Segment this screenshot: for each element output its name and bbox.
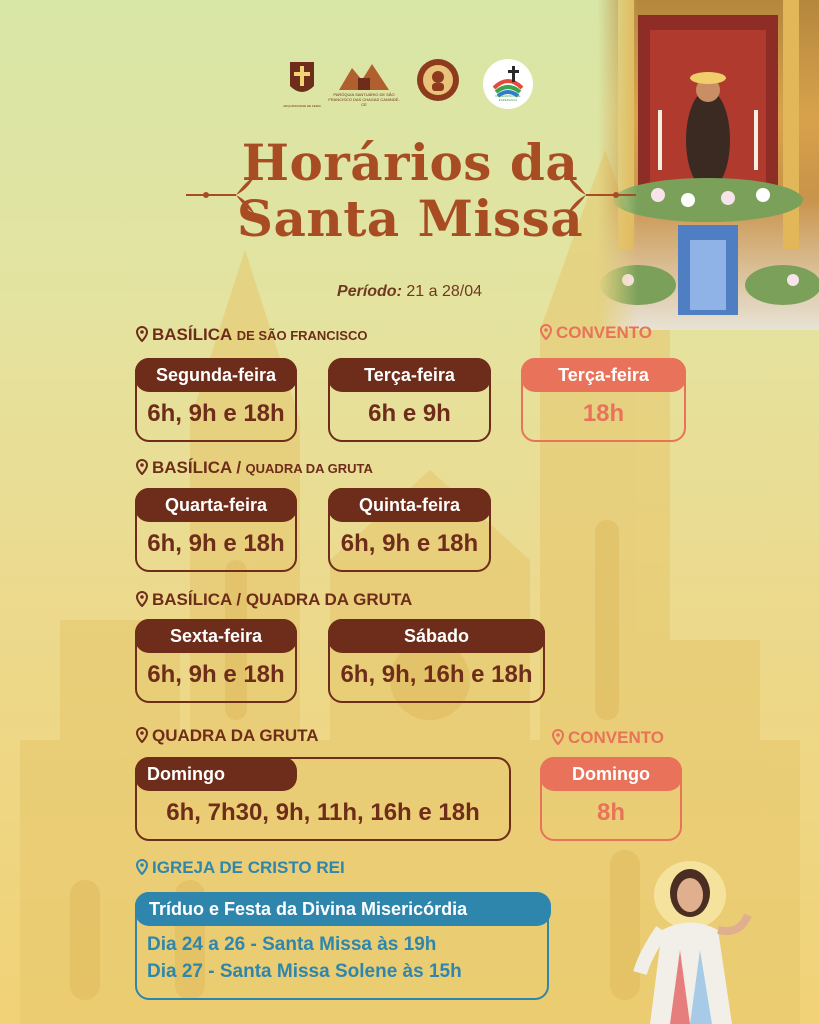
mass-times: 6h, 9h e 18h xyxy=(147,530,285,557)
section-label-big: BASÍLICA xyxy=(152,325,233,344)
section-quadra-da-gruta xyxy=(136,726,319,746)
schedule-box-segunda xyxy=(135,358,297,442)
mass-times: 18h xyxy=(582,400,625,427)
section-basilica-sao-francisco xyxy=(136,325,367,345)
section-igreja-cristo-rei xyxy=(136,858,345,878)
section-label: QUADRA DA GRUTA xyxy=(152,726,319,745)
schedule-box-terca xyxy=(328,358,491,442)
section-convento-2 xyxy=(552,728,664,748)
event-line-1: Dia 24 a 26 - Santa Missa às 19h xyxy=(147,934,437,955)
schedule-box-quarta xyxy=(135,488,297,572)
section-convento-1 xyxy=(540,323,652,343)
logos-row xyxy=(282,58,542,118)
location-pin-icon xyxy=(136,459,148,475)
mass-times: 6h, 9h e 18h xyxy=(340,530,479,557)
day-tab: Terça-feira xyxy=(521,358,686,392)
title-line-1: Horários da xyxy=(241,133,579,192)
day-tab: Quarta-feira xyxy=(135,488,297,522)
section-label: BASÍLICA / QUADRA DA GRUTA xyxy=(152,590,413,609)
day-tab: Sábado xyxy=(328,619,545,653)
cristo-rei-box xyxy=(135,892,549,1000)
section-label: CONVENTO xyxy=(568,728,665,747)
section-basilica-quadra-1 xyxy=(136,458,373,478)
page-title xyxy=(190,135,630,247)
location-pin-icon xyxy=(136,727,148,743)
mass-times: 6h, 9h, 16h e 18h xyxy=(340,661,533,688)
divine-mercy-image xyxy=(610,855,770,1024)
schedule-box-quinta xyxy=(328,488,491,572)
jubilee-logo xyxy=(482,58,534,114)
schedule-box-sabado xyxy=(328,619,545,703)
day-tab: Segunda-feira xyxy=(135,358,297,392)
location-pin-icon xyxy=(540,324,552,340)
altar-photo xyxy=(598,0,819,330)
section-label-small: DE SÃO FRANCISCO xyxy=(236,328,368,343)
mass-times: 6h, 9h e 18h xyxy=(147,400,285,427)
day-tab: Domingo xyxy=(540,757,682,791)
schedule-box-terca-convento xyxy=(521,358,686,442)
round-seal-logo xyxy=(416,58,460,106)
schedule-box-domingo xyxy=(135,757,511,841)
location-pin-icon xyxy=(136,591,148,607)
mass-times: 6h e 9h xyxy=(368,400,451,427)
day-tab: Terça-feira xyxy=(328,358,491,392)
title-line-2: Santa Missa xyxy=(236,189,584,248)
schedule-box-domingo-convento xyxy=(540,757,682,841)
day-tab: Domingo xyxy=(135,757,297,791)
periodo-label: Período: xyxy=(337,283,402,300)
parish-church-logo xyxy=(328,58,400,107)
event-heading: Tríduo e Festa da Divina Misericórdia xyxy=(135,892,551,926)
periodo-text xyxy=(0,283,819,301)
jubilee-logo-caption: PEREGRINOS DE ESPERANÇA xyxy=(495,94,521,102)
event-line-2: Dia 27 - Santa Missa Solene às 15h xyxy=(147,961,462,982)
location-pin-icon xyxy=(136,859,148,875)
location-pin-icon xyxy=(552,729,564,745)
section-label: CONVENTO xyxy=(556,323,653,342)
section-label-big: BASÍLICA / xyxy=(152,458,242,477)
section-label: IGREJA DE CRISTO REI xyxy=(152,858,345,877)
periodo-value: 21 a 28/04 xyxy=(406,283,482,300)
location-pin-icon xyxy=(136,326,148,342)
day-tab: Quinta-feira xyxy=(328,488,491,522)
mass-times: 8h xyxy=(596,799,625,826)
section-label-small: QUADRA DA GRUTA xyxy=(245,461,373,476)
day-tab: Sexta-feira xyxy=(135,619,297,653)
diocese-crest-icon xyxy=(282,58,322,120)
parish-logo-caption: PARÓQUIA SANTUÁRIO DE SÃO FRANCISCO DAS CHAGAS CANINDÉ-CE xyxy=(328,92,400,107)
diocese-crest-caption: ARQUIDIOCESE DE FEIRA xyxy=(283,104,321,108)
mass-times: 6h, 7h30, 9h, 11h, 16h e 18h xyxy=(166,799,480,826)
schedule-box-sexta xyxy=(135,619,297,703)
mass-times: 6h, 9h e 18h xyxy=(147,661,285,688)
section-basilica-quadra-2 xyxy=(136,590,412,610)
